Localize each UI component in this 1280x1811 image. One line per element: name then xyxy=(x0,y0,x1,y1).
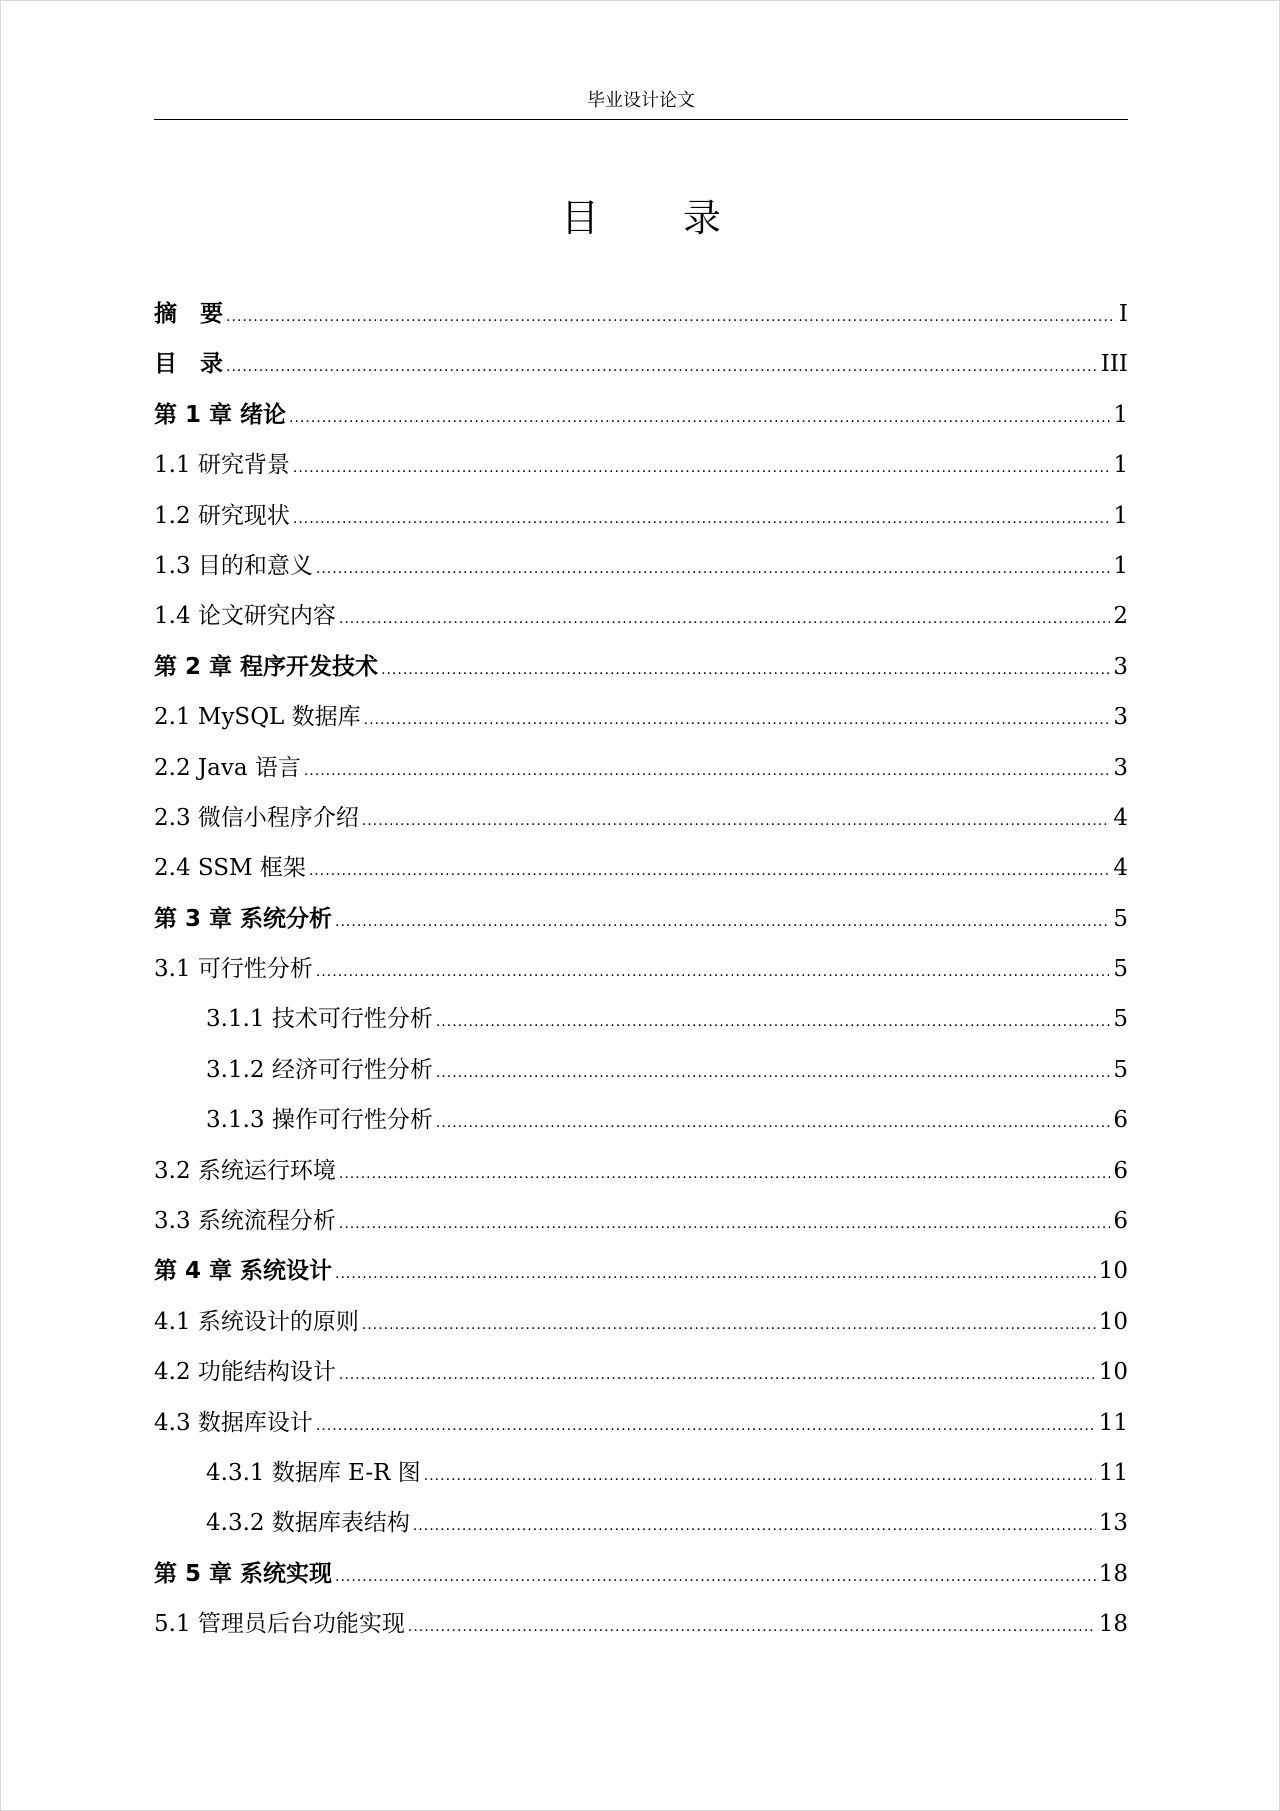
toc-leader-dots xyxy=(424,1448,1096,1501)
toc-entry-label: 3.3 系统流程分析 xyxy=(154,1208,336,1235)
toc-entry-page: 1 xyxy=(1113,552,1128,579)
toc-leader-dots xyxy=(339,1347,1096,1400)
toc-entry-page: 3 xyxy=(1113,704,1128,731)
toc-entry[interactable] xyxy=(154,1347,1128,1397)
toc-leader-dots xyxy=(316,944,1110,997)
toc-leader-dots xyxy=(408,1599,1096,1652)
page-header: 毕业设计论文 xyxy=(587,90,695,111)
toc-entry[interactable] xyxy=(154,894,1128,944)
toc-leader-dots xyxy=(316,1398,1096,1451)
toc-entry-page: 11 xyxy=(1098,1409,1128,1436)
toc-entry-label: 4.3.1 数据库 E-R 图 xyxy=(206,1459,421,1486)
toc-entry-label: 2.4 SSM 框架 xyxy=(154,855,306,882)
toc-entry[interactable] xyxy=(154,440,1128,490)
toc-entry[interactable] xyxy=(154,1095,1128,1145)
toc-leader-dots xyxy=(362,1297,1096,1350)
toc-entry-page: 18 xyxy=(1098,1611,1128,1638)
toc-entry[interactable] xyxy=(154,692,1128,742)
toc-entry-label: 2.3 微信小程序介绍 xyxy=(154,804,359,831)
toc-entry[interactable] xyxy=(154,994,1128,1044)
toc-entry-label: 3.1 可行性分析 xyxy=(154,956,313,983)
toc-entry-page: 3 xyxy=(1113,653,1128,680)
toc-entry-page: 10 xyxy=(1098,1359,1128,1386)
toc-leader-dots xyxy=(436,994,1111,1047)
toc-entry-label: 目 录 xyxy=(154,351,223,378)
toc-entry-label: 第 3 章 系统分析 xyxy=(154,905,333,932)
toc-title: 目 录 xyxy=(560,196,758,240)
toc-entry-label: 3.1.2 经济可行性分析 xyxy=(206,1056,433,1083)
toc-entry-page: 1 xyxy=(1113,452,1128,479)
toc-entry-page: 6 xyxy=(1113,1208,1128,1235)
toc-entry-label: 3.1.3 操作可行性分析 xyxy=(206,1107,433,1134)
toc-entry-label: 5.1 管理员后台功能实现 xyxy=(154,1611,405,1638)
toc-leader-dots xyxy=(293,491,1110,544)
toc-leader-dots xyxy=(339,1146,1110,1199)
toc-entry[interactable] xyxy=(154,1549,1128,1599)
toc-leader-dots xyxy=(436,1095,1111,1148)
toc-entry[interactable] xyxy=(154,793,1128,843)
toc-entry-page: 5 xyxy=(1113,956,1128,983)
toc-entry-label: 2.1 MySQL 数据库 xyxy=(154,704,361,731)
toc-entry[interactable] xyxy=(154,491,1128,541)
toc-entry[interactable] xyxy=(154,743,1128,793)
toc-entry[interactable] xyxy=(154,541,1128,591)
toc-leader-dots xyxy=(339,1196,1110,1249)
toc-entry[interactable] xyxy=(154,1146,1128,1196)
toc-entry-label: 1.1 研究背景 xyxy=(154,452,290,479)
toc-entry-label: 摘 要 xyxy=(154,301,223,327)
toc-entry-page: 6 xyxy=(1113,1107,1128,1134)
toc-entry-page: 4 xyxy=(1113,804,1128,831)
toc-entry-page: 10 xyxy=(1098,1258,1128,1285)
toc-leader-dots xyxy=(364,692,1111,745)
toc-entry-label: 4.1 系统设计的原则 xyxy=(154,1308,359,1335)
table-of-contents xyxy=(154,289,1128,1650)
toc-entry[interactable] xyxy=(154,1498,1128,1548)
toc-entry[interactable] xyxy=(154,1045,1128,1095)
toc-entry[interactable] xyxy=(154,944,1128,994)
toc-entry-label: 3.2 系统运行环境 xyxy=(154,1157,336,1184)
toc-leader-dots xyxy=(309,843,1111,896)
toc-entry-page: 13 xyxy=(1098,1510,1128,1537)
toc-entry[interactable] xyxy=(154,1297,1128,1347)
toc-leader-dots xyxy=(289,390,1110,443)
toc-leader-dots xyxy=(436,1045,1111,1098)
toc-leader-dots xyxy=(413,1498,1096,1551)
toc-leader-dots xyxy=(304,743,1111,796)
toc-entry-page: 10 xyxy=(1098,1308,1128,1335)
toc-entry-page: 3 xyxy=(1113,754,1128,781)
toc-leader-dots xyxy=(339,591,1110,644)
toc-entry-label: 3.1.1 技术可行性分析 xyxy=(206,1006,433,1033)
toc-entry[interactable] xyxy=(154,1246,1128,1296)
toc-entry-label: 4.2 功能结构设计 xyxy=(154,1359,336,1386)
toc-entry-label: 1.4 论文研究内容 xyxy=(154,603,336,630)
toc-leader-dots xyxy=(293,440,1110,493)
toc-leader-dots xyxy=(316,541,1110,594)
toc-entry-page: 2 xyxy=(1113,603,1128,630)
toc-entry[interactable] xyxy=(154,1196,1128,1246)
toc-entry-label: 第 4 章 系统设计 xyxy=(154,1258,333,1285)
toc-entry-page: I xyxy=(1118,301,1128,327)
toc-entry-page: 5 xyxy=(1113,905,1128,932)
toc-leader-dots xyxy=(226,289,1116,342)
toc-leader-dots xyxy=(335,1246,1096,1299)
toc-entry-page: 5 xyxy=(1113,1006,1128,1033)
toc-entry-page: 11 xyxy=(1098,1459,1128,1486)
toc-entry[interactable] xyxy=(154,591,1128,641)
toc-entry-page: 4 xyxy=(1113,855,1128,882)
toc-entry-label: 4.3 数据库设计 xyxy=(154,1409,313,1436)
toc-entry[interactable] xyxy=(154,1448,1128,1498)
toc-entry-label: 第 2 章 程序开发技术 xyxy=(154,653,379,680)
toc-entry-label: 4.3.2 数据库表结构 xyxy=(206,1510,410,1537)
toc-entry[interactable] xyxy=(154,642,1128,692)
toc-entry-label: 第 1 章 绪论 xyxy=(154,401,287,428)
toc-entry-label: 1.3 目的和意义 xyxy=(154,552,313,579)
toc-leader-dots xyxy=(335,1549,1096,1602)
toc-leader-dots xyxy=(381,642,1110,695)
toc-entry[interactable] xyxy=(154,390,1128,440)
toc-entry-page: 6 xyxy=(1113,1157,1128,1184)
toc-entry[interactable] xyxy=(154,289,1128,339)
toc-entry-page: 1 xyxy=(1113,401,1128,428)
toc-leader-dots xyxy=(335,894,1110,947)
toc-entry[interactable] xyxy=(154,1398,1128,1448)
toc-entry-page: III xyxy=(1100,351,1128,378)
toc-entry-label: 2.2 Java 语言 xyxy=(154,754,301,781)
toc-entry[interactable] xyxy=(154,1599,1128,1649)
toc-entry-page: 18 xyxy=(1098,1560,1128,1587)
toc-entry-label: 1.2 研究现状 xyxy=(154,502,290,529)
toc-entry-page: 5 xyxy=(1113,1056,1128,1083)
toc-entry[interactable] xyxy=(154,339,1128,389)
toc-entry-label: 第 5 章 系统实现 xyxy=(154,1560,333,1587)
toc-entry[interactable] xyxy=(154,843,1128,893)
header-rule xyxy=(154,119,1128,120)
toc-leader-dots xyxy=(226,339,1098,392)
toc-leader-dots xyxy=(362,793,1110,846)
toc-entry-page: 1 xyxy=(1113,502,1128,529)
